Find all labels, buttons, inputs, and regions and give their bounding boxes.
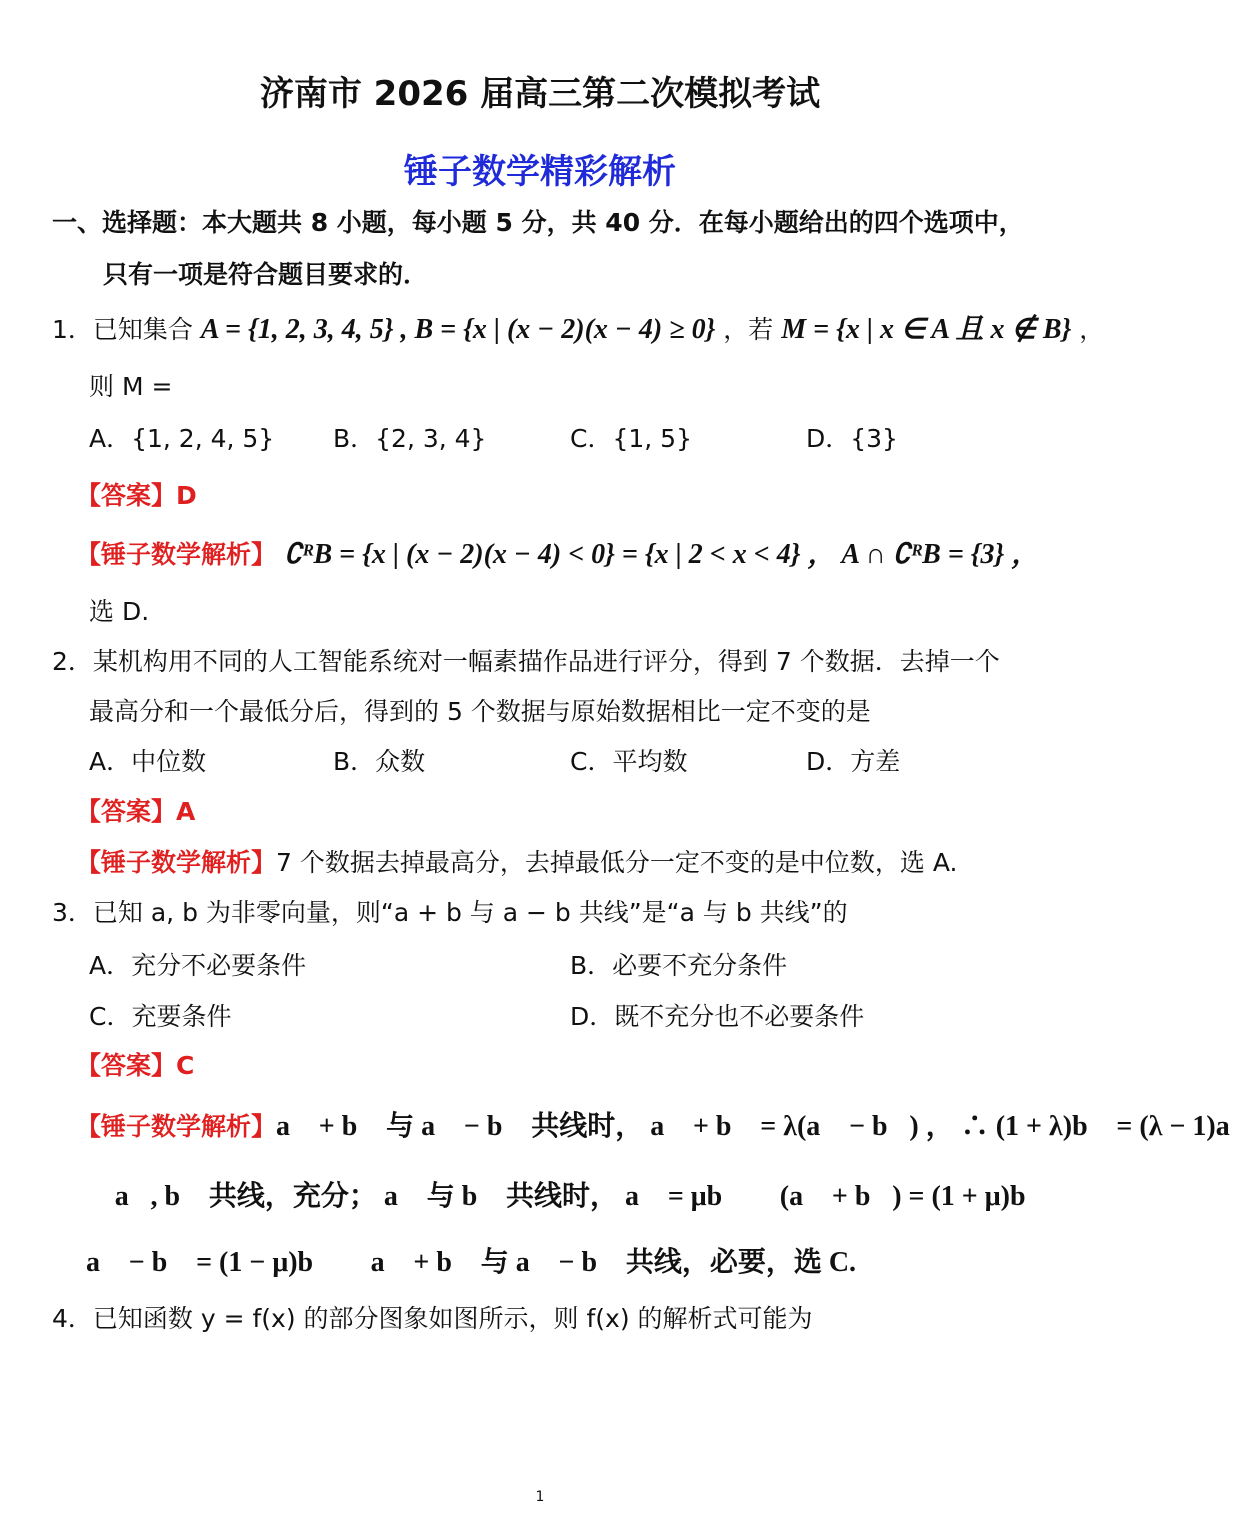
answer-tag: 【答案】 [76, 481, 177, 510]
q3-analysis-line3: a⃗ − b⃗ = (1 − μ)b⃗ ， a⃗ + b⃗ 与 a⃗ − b⃗ 共线，必要，选 C. [86, 1247, 857, 1278]
q1-option-c: C．{1, 5} [570, 424, 692, 453]
q2-analysis-text: 7 个数据去掉最高分，去掉最低分一定不变的是中位数，选 A. [276, 848, 958, 877]
q1-option-d: D．{3} [806, 424, 898, 453]
q2-stem-line1: 2．某机构用不同的人工智能系统对一幅素描作品进行评分，得到 7 个数据．去掉一个 [52, 647, 1000, 676]
q3-stem: 3．已知 a, b 为非零向量，则“a + b 与 a − b 共线”是“a 与 b 共线”的 [52, 898, 848, 927]
q1-stem [52, 307, 1104, 347]
analysis-tag: 【锤子数学解析】 [76, 1112, 277, 1141]
q3-option-b: B．必要不充分条件 [570, 951, 788, 980]
q4-stem: 4．已知函数 y = f(x) 的部分图象如图所示，则 f(x) 的解析式可能为 [52, 1304, 813, 1333]
q2-option-a: A．中位数 [89, 747, 207, 776]
q1-analysis-end: 选 D. [89, 597, 150, 626]
analysis-tag: 【锤子数学解析】 [76, 848, 277, 877]
q3-answer-value: C [176, 1051, 195, 1080]
q2-answer [76, 792, 195, 828]
q3-option-a: A．充分不必要条件 [89, 951, 307, 980]
q2-option-d: D．方差 [806, 747, 901, 776]
q3-answer [76, 1046, 194, 1082]
section-heading-line1: 一、选择题：本大题共 8 小题，每小题 5 分，共 40 分．在每小题给出的四个选项中， [52, 208, 1024, 237]
q1-stem-end: ， [1079, 315, 1105, 344]
q1-stem-math-sets: A = {1, 2, 3, 4, 5} , B = {x | (x − 2)(x − 4) ≥ 0} [200, 314, 716, 345]
q1-analysis [76, 532, 1039, 572]
q1-analysis-math: ∁ᴿB = {x | (x − 2)(x − 4) < 0} = {x | 2 < x < 4} ， A ∩ ∁ᴿB = {3} ， [283, 539, 1040, 570]
q3-analysis-math1: a⃗ + b⃗ 与 a⃗ − b⃗ 共线时， a⃗ + b⃗ = λ(a⃗ − b⃗) ， ∴ (1 + λ)b⃗ = (λ − 1)a⃗ [276, 1111, 1252, 1142]
answer-tag: 【答案】 [76, 797, 177, 826]
analysis-tag: 【锤子数学解析】 [76, 540, 277, 569]
page-subtitle: 锤子数学精彩解析 [404, 152, 676, 192]
q1-answer-value: D [176, 481, 197, 510]
section-heading-line2: 只有一项是符合题目要求的． [103, 260, 429, 289]
q3-option-d: D．既不充分也不必要条件 [570, 1002, 865, 1031]
page-number: 1 [535, 1489, 545, 1505]
q1-stem-line2: 则 M = [89, 372, 173, 401]
q1-stem-text: ，若 [723, 315, 774, 344]
q1-stem-number: 1．已知集合 [52, 315, 193, 344]
q2-answer-value: A [176, 797, 196, 826]
q1-stem-math-m: M = {x | x ∈ A 且 x ∉ B} [781, 314, 1072, 345]
q2-option-b: B．众数 [333, 747, 426, 776]
answer-tag: 【答案】 [76, 1051, 177, 1080]
q2-option-c: C．平均数 [570, 747, 688, 776]
q1-option-b: B．{2, 3, 4} [333, 424, 487, 453]
q1-option-a: A．{1, 2, 4, 5} [89, 424, 275, 453]
q3-analysis-line2: ∴ a⃗, b⃗ 共线，充分； a⃗ 与 b⃗ 共线时， a⃗ = μb⃗ ， (a⃗ + b⃗) = (1 + μ)b⃗ [86, 1181, 1048, 1212]
q2-stem-line2: 最高分和一个最低分后，得到的 5 个数据与原始数据相比一定不变的是 [89, 697, 871, 726]
q3-analysis-line1 [76, 1104, 1252, 1144]
q2-analysis [76, 843, 957, 879]
q1-answer [76, 476, 197, 512]
q3-option-c: C．充要条件 [89, 1002, 232, 1031]
page-title: 济南市 2026 届高三第二次模拟考试 [259, 74, 821, 114]
